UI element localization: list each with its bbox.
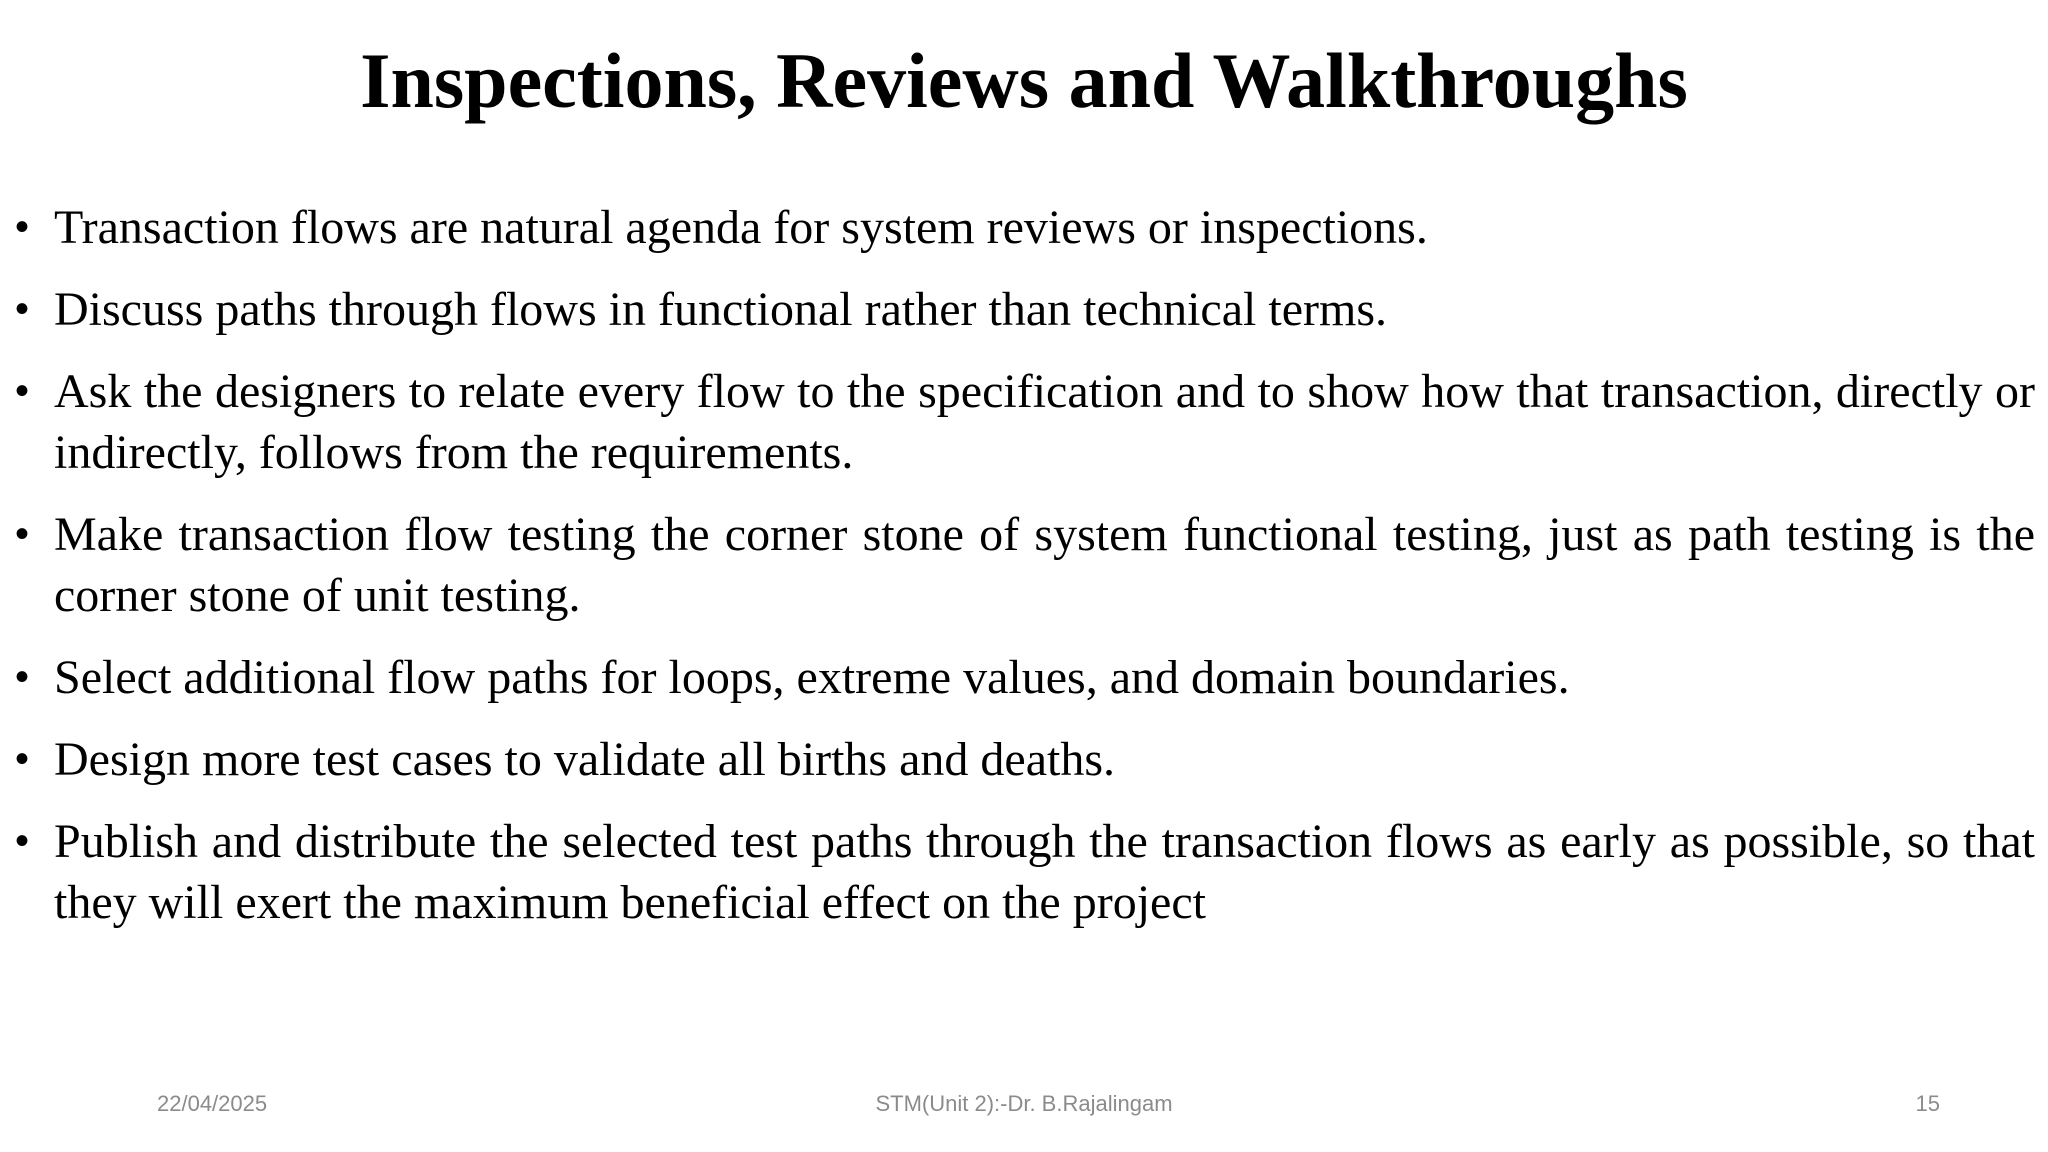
footer-title: STM(Unit 2):-Dr. B.Rajalingam [875, 1091, 1173, 1116]
bullet-item [15, 361, 2035, 483]
bullet-item [15, 729, 2035, 790]
bullet-icon: • [15, 737, 30, 781]
bullet-item [15, 811, 2035, 933]
bullet-list [15, 197, 2035, 954]
bullet-text: Select additional flow paths for loops, extreme values, and domain boundaries. [54, 651, 1570, 704]
bullet-icon: • [15, 512, 30, 556]
bullet-item [15, 279, 2035, 340]
bullet-text: Discuss paths through flows in functional rather than technical terms. [54, 283, 1388, 336]
bullet-item [15, 504, 2035, 626]
footer-date: 22/04/2025 [157, 1091, 268, 1116]
bullet-text: Transaction flows are natural agenda for system reviews or inspections. [54, 201, 1428, 254]
bullet-item [15, 647, 2035, 708]
bullet-text: Make transaction flow testing the corner stone of system functional testing, just as path testing is the corner stone of unit testing. [54, 508, 2035, 622]
bullet-item [15, 197, 2035, 258]
bullet-text: Design more test cases to validate all births and deaths. [54, 733, 1116, 786]
bullet-icon: • [15, 287, 30, 331]
bullet-icon: • [15, 369, 30, 413]
bullet-icon: • [15, 819, 30, 863]
bullet-icon: • [15, 205, 30, 249]
bullet-icon: • [15, 655, 30, 699]
slide-title: Inspections, Reviews and Walkthroughs [360, 37, 1688, 124]
slide-number: 15 [1915, 1091, 1940, 1116]
bullet-text: Publish and distribute the selected test paths through the transaction flows as early as possible, so that they will exert the maximum beneficial effect on the project [54, 815, 2035, 929]
bullet-text: Ask the designers to relate every flow to the specification and to show how that transaction, directly or indirectly, follows from the requirements. [54, 365, 2035, 479]
